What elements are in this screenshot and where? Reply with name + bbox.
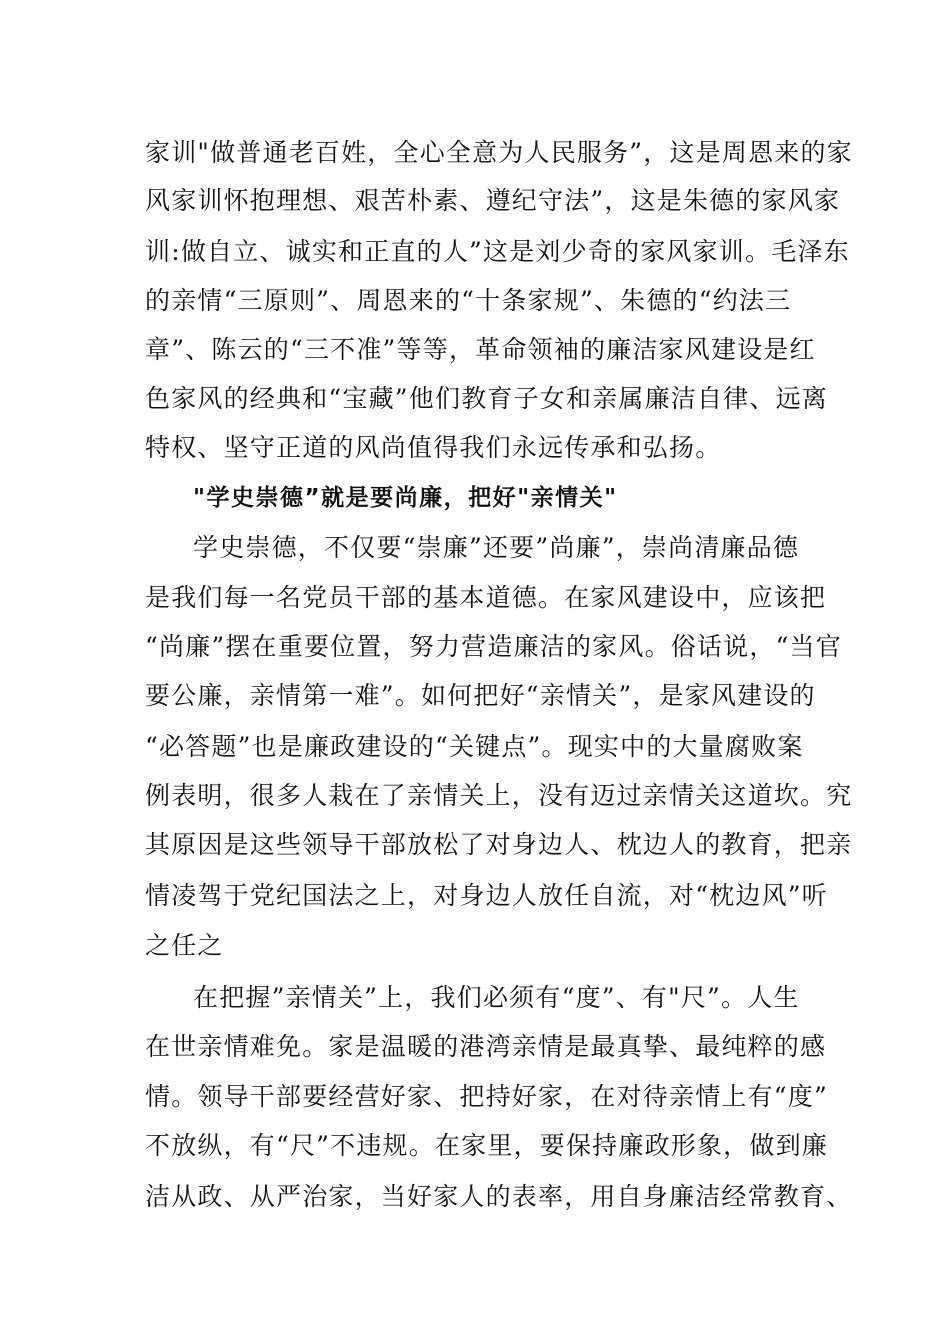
- paragraph-1-line-6: 色家风的经典和“宝藏”他们教育子女和亲属廉洁自律、远离: [145, 384, 828, 413]
- paragraph-2-line-1: 学史崇德，不仅要“崇廉”还要”尚廉”，崇尚清廉品德: [193, 533, 800, 562]
- paragraph-2-line-4: 要公廉，亲情第一难”。如何把好“亲情关”，是家风建设的: [145, 681, 816, 710]
- paragraph-2-line-7: 其原因是这些领导干部放松了对身边人、枕边人的教育，把亲: [145, 830, 853, 859]
- paragraph-1-line-5: 章”、陈云的“三不准”等等，革命领袖的廉洁家风建设是红: [145, 335, 816, 364]
- paragraph-3-line-5: 洁从政、从严治家，当好家人的表率，用自身廉洁经常教育、: [145, 1182, 853, 1211]
- paragraph-1-line-7: 特权、坚守正道的风尚值得我们永远传承和弘扬。: [145, 433, 722, 462]
- section-heading: "学史崇德”就是要尚廉，把好"亲情关": [193, 485, 618, 511]
- paragraph-2-line-8: 情凌驾于党纪国法之上，对身边人放任自流，对“枕边风”听: [145, 881, 828, 910]
- paragraph-2-line-3: “尚廉”摆在重要位置，努力营造廉洁的家风。俗话说，“当官: [145, 632, 842, 661]
- paragraph-3-line-4: 不放纵，有“尺”不违规。在家里，要保持廉政形象，做到廉: [145, 1131, 828, 1160]
- paragraph-2-line-2: 是我们每一名党员干部的基本道德。在家风建设中，应该把: [145, 583, 827, 612]
- paragraph-1-line-1: 家训"做普通老百姓，全心全意为人民服务”，这是周恩来的家: [145, 138, 853, 167]
- paragraph-1-line-2: 风家训怀抱理想、艰苦朴素、遵纪守法”，这是朱德的家风家: [145, 186, 841, 215]
- paragraph-1-line-3: 训:做自立、诚实和正直的人”这是刘少奇的家风家训。毛泽东: [145, 237, 850, 266]
- paragraph-3-line-3: 情。领导干部要经营好家、把持好家，在对待亲情上有“度”: [145, 1082, 828, 1111]
- paragraph-2-line-9: 之任之: [145, 931, 224, 960]
- paragraph-3-line-2: 在世亲情难免。家是温暖的港湾亲情是最真挚、最纯粹的感: [145, 1032, 827, 1061]
- paragraph-2-line-6: 例表明，很多人栽在了亲情关上，没有迈过亲情关这道坎。究: [145, 781, 853, 810]
- paragraph-2-line-5: “必答题”也是廉政建设的“关键点”。现实中的大量腐败案: [145, 732, 804, 761]
- paragraph-1-line-4: 的亲情“三原则”、周恩来的“十条家规”、朱德的“约法三: [145, 286, 792, 315]
- paragraph-3-line-1: 在把握”亲情关”上，我们必须有“度”、有"尺”。人生: [193, 983, 800, 1012]
